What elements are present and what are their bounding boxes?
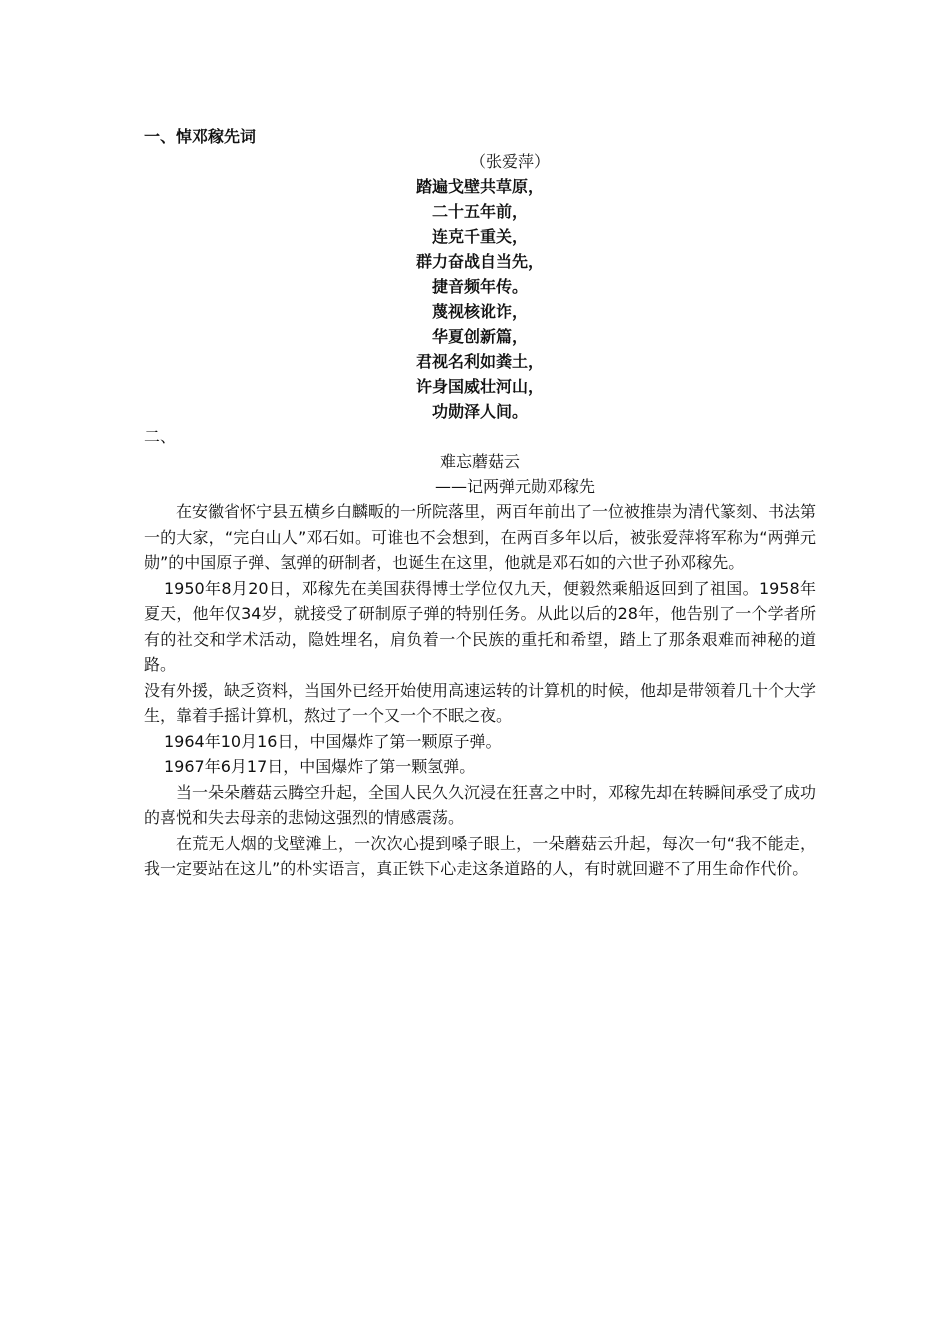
poem-line: 蔑视核讹诈， (431, 302, 528, 321)
essay-paragraph: 1964年10月16日，中国爆炸了第一颗原子弹。 (164, 731, 502, 751)
essay-paragraph: 没有外援，缺乏资料，当国外已经开始使用高速运转的计算机的时候，他却是带领着几十个大学生，靠着手摇计算机，熬过了一个又一个不眠之夜。 (144, 680, 817, 725)
poem-line: 华夏创新篇， (431, 327, 528, 346)
poem-line: 君视名利如粪土， (415, 352, 544, 371)
essay-subtitle: ——记两弹元勋邓稼先 (434, 477, 595, 496)
poem-line: 连克千重关， (431, 227, 528, 246)
poem-line: 踏遍戈壁共草原， (415, 177, 544, 196)
section2-heading: 二、 (144, 427, 177, 446)
poem-line: 功勋泽人间。 (431, 402, 528, 421)
essay-paragraph: 1967年6月17日，中国爆炸了第一颗氢弹。 (164, 757, 476, 776)
essay-paragraph: 1950年8月20日，邓稼先在美国获得博士学位仅九天，便毅然乘船返回到了祖国。1958年夏天，他年仅34岁，就接受了研制原子弹的特别任务。从此以后的28年，他告别了一个学者所有的社交和学术活动，隐姓埋名，肩负着一个民族的重托和希望，踏上了那条艰难而神秘的道路。 (144, 578, 816, 674)
essay-paragraph: 在安徽省怀宁县五横乡白麟畈的一所院落里，两百年前出了一位被推崇为清代篆刻、书法第一的大家，“完白山人”邓石如。可谁也不会想到，在两百多年以后，被张爱萍将军称为“两弹元勋”的中国原子弹、氢弹的研制者，也诞生在这里，他就是邓石如的六世子孙邓稼先。 (144, 502, 817, 572)
document-page (144, 124, 816, 882)
poem-line: 捷音频年传。 (431, 277, 528, 296)
essay-paragraph: 当一朵朵蘑菇云腾空升起，全国人民久久沉浸在狂喜之中时，邓稼先却在转瞬间承受了成功的喜悦和失去母亲的悲恸这强烈的情感震荡。 (144, 782, 817, 827)
poem-author: （张爱萍） (469, 152, 550, 171)
essay-title: 难忘蘑菇云 (439, 452, 520, 471)
poem-line: 许身国威壮河山， (415, 377, 544, 396)
section1-heading: 一、悼邓稼先词 (144, 127, 257, 146)
essay-paragraph: 在荒无人烟的戈壁滩上，一次次心提到嗓子眼上，一朵蘑菇云升起，每次一句“我不能走，我一定要站在这儿”的朴实语言，真正铁下心走这条道路的人，有时就回避不了用生命作代价。 (144, 833, 816, 878)
poem-line: 二十五年前， (431, 202, 528, 221)
poem-line: 群力奋战自当先， (415, 252, 544, 271)
poem (144, 149, 816, 424)
